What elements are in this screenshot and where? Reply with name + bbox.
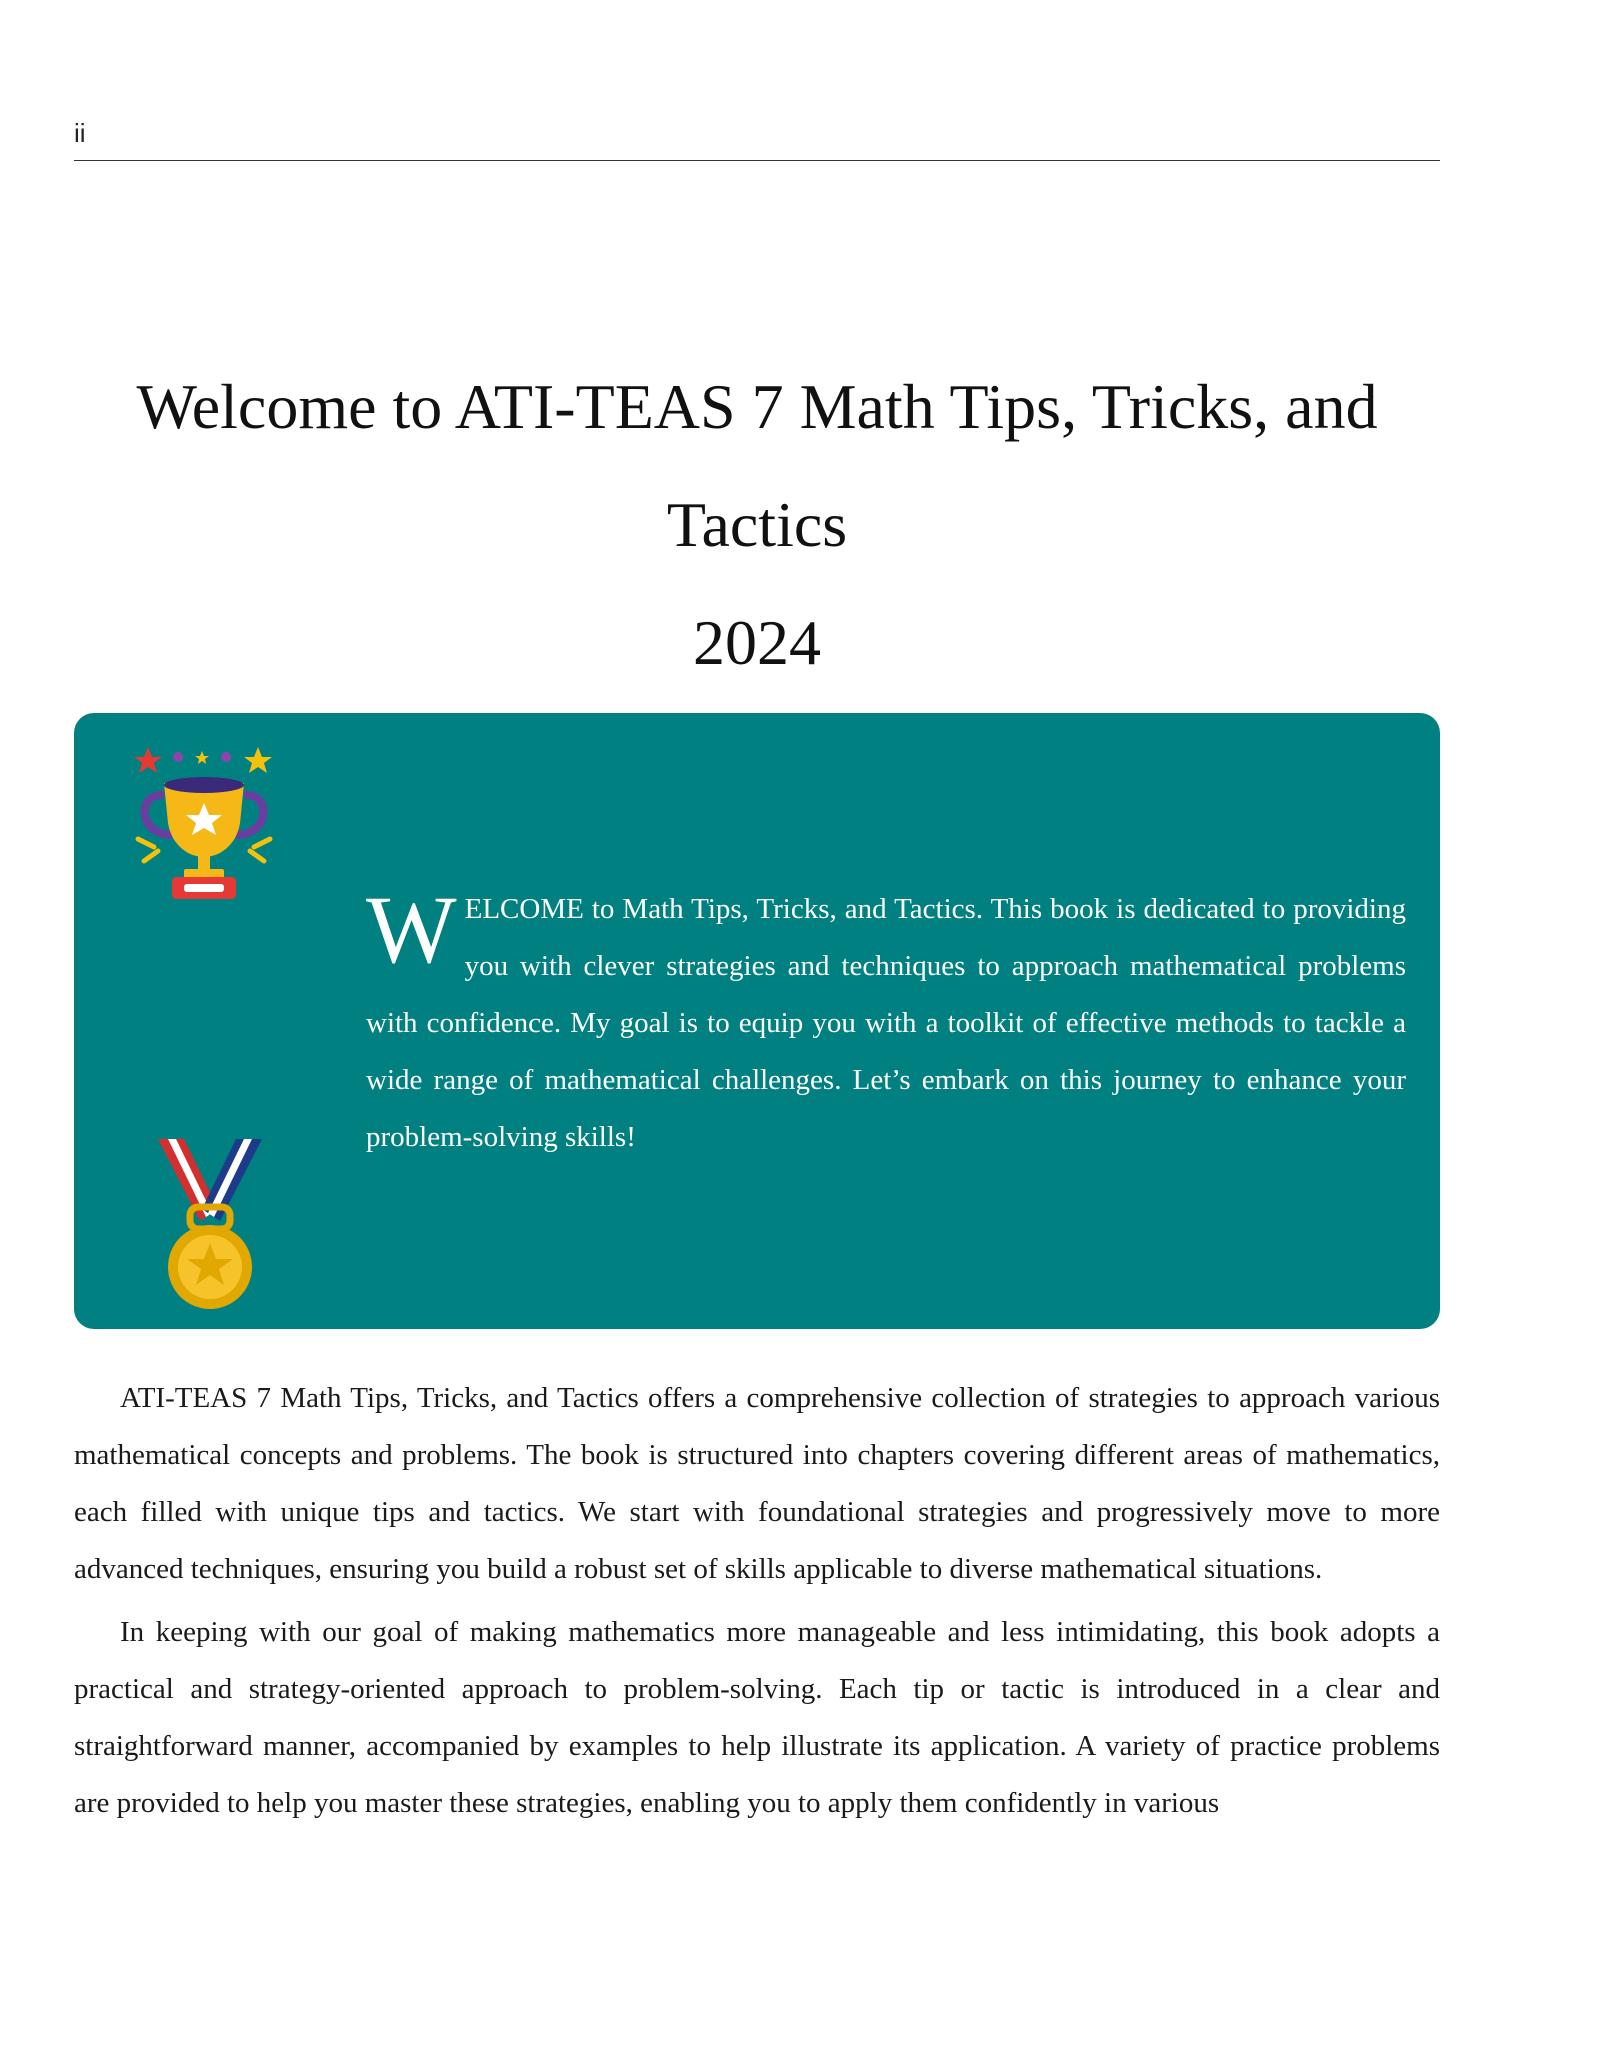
welcome-text: ELCOME to Math Tips, Tricks, and Tactics. This book is dedicated to providing you with clever strategies and techniques to approach mathematical problems with confidence. My goal is to equip you with a toolkit of effective methods to tackle a wide range of mathematical challenges. Let’s embark on this journey to enhance your problem-solving skills! <box>366 893 1406 1153</box>
medal-icon <box>154 1135 266 1311</box>
title-year: 2024 <box>693 607 821 678</box>
body-text <box>74 1370 1440 1838</box>
page-title <box>74 348 1440 702</box>
body-paragraph-2: In keeping with our goal of making mathematics more manageable and less intimidating, this book adopts a practical and strategy-oriented approach to problem-solving. Each tip or tactic is introduced in a clear and straightforward manner, accompanied by examples to help illustrate its application. A variety of practice problems are provided to help you master these strategies, enabling you to apply them confidently in various <box>74 1616 1440 1819</box>
title-line-1: Welcome to ATI-TEAS 7 Math Tips, Tricks, and <box>136 371 1378 442</box>
title-line-2: Tactics <box>666 489 848 560</box>
header-rule <box>74 160 1440 161</box>
dropcap-letter: W <box>366 876 457 983</box>
welcome-paragraph <box>366 876 1406 1166</box>
welcome-banner <box>74 713 1440 1329</box>
page-number: ii <box>74 118 86 148</box>
body-paragraph-1: ATI-TEAS 7 Math Tips, Tricks, and Tactics offers a comprehensive collection of strategies to approach various mathematical concepts and problems. The book is structured into chapters covering different areas of mathematics, each filled with unique tips and tactics. We start with foundational strategies and progressively move to more advanced techniques, ensuring you build a robust set of skills applicable to diverse mathematical situations. <box>74 1382 1440 1585</box>
trophy-icon <box>126 743 282 903</box>
